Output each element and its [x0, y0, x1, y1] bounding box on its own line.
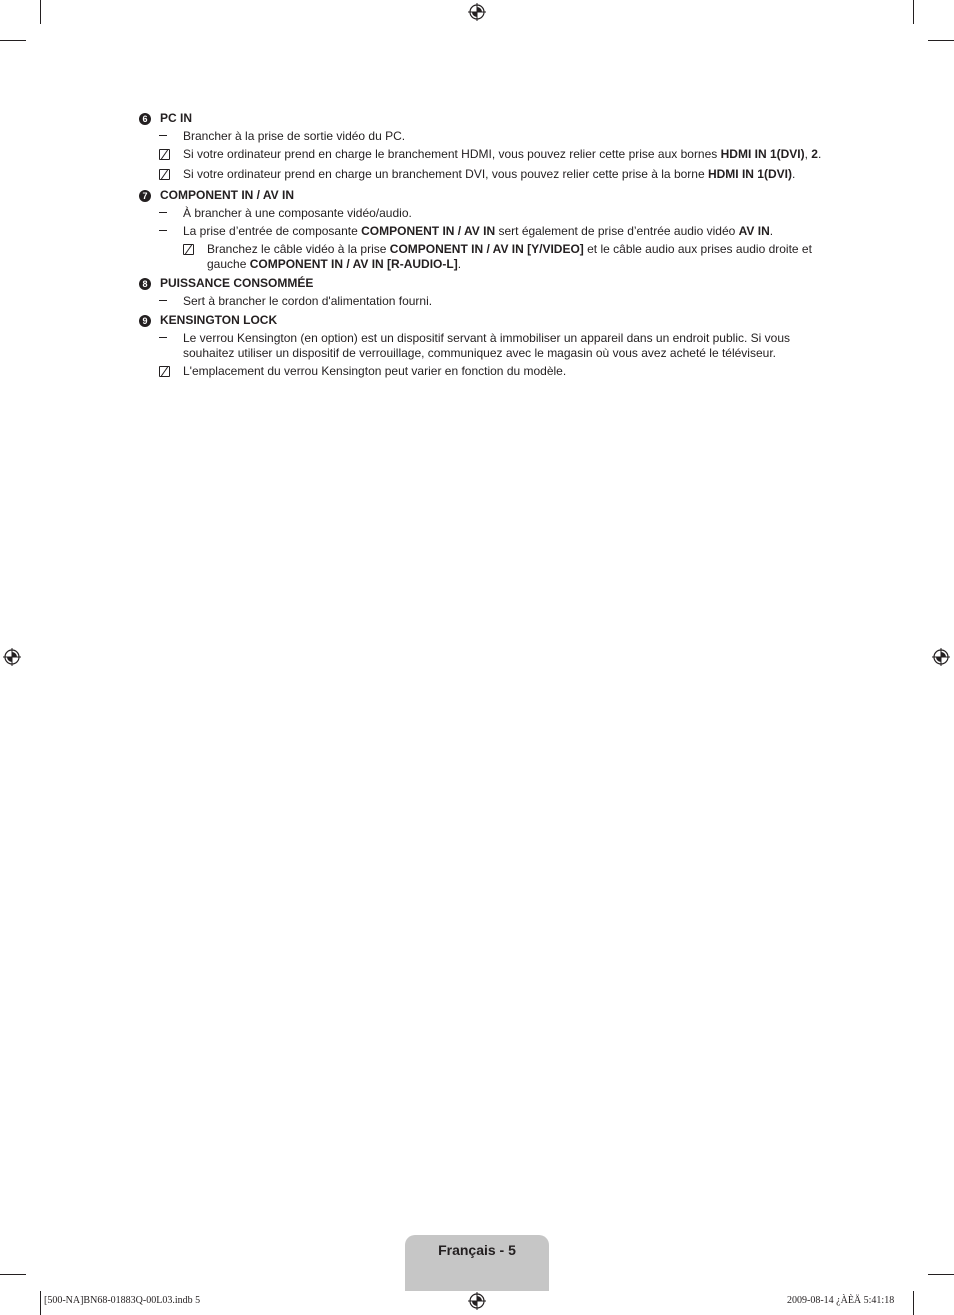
section-number-badge: 8: [139, 278, 151, 290]
note-item: [139, 167, 839, 184]
crop-mark: [913, 1291, 914, 1315]
section-heading: [139, 111, 839, 126]
item-marker: [139, 167, 183, 184]
note-item: [163, 242, 839, 272]
section-number-badge: 9: [139, 315, 151, 327]
page-label: Français - 5: [438, 1242, 516, 1258]
page-number-tab: [405, 1235, 549, 1291]
crop-mark: [40, 1291, 41, 1315]
bold-term: COMPONENT IN / AV IN [Y/VIDEO]: [389, 242, 584, 256]
manual-content: [139, 111, 839, 385]
dash-bullet-icon: [159, 300, 167, 301]
dash-bullet-icon: [159, 337, 167, 338]
bold-term: HDMI IN 1(DVI): [707, 167, 792, 181]
section-8: [139, 276, 839, 309]
item-text: [207, 242, 839, 272]
text-run: .: [817, 147, 822, 161]
item-text: [183, 224, 839, 239]
registration-target-icon: [932, 648, 950, 666]
item-text: [183, 167, 839, 184]
registration-target-icon: [3, 648, 21, 666]
note-icon: [159, 149, 170, 160]
text-run: Brancher à la prise de sortie vidéo du PC.: [183, 129, 406, 143]
bold-term: COMPONENT IN / AV IN: [361, 224, 496, 238]
crop-mark: [0, 1274, 26, 1275]
item-marker: [139, 294, 183, 309]
item-marker: [139, 224, 183, 239]
section-heading: [139, 276, 839, 291]
section-heading: [139, 313, 839, 328]
item-text: [183, 331, 839, 361]
list-item: [139, 206, 839, 221]
crop-mark: [913, 0, 914, 24]
section-heading: [139, 188, 839, 203]
item-marker: [139, 206, 183, 221]
section-title: COMPONENT IN / AV IN: [160, 188, 295, 202]
text-run: Branchez le câble vidéo à la prise: [207, 242, 390, 256]
text-run: Si votre ordinateur prend en charge un branchement DVI, vous pouvez relier cette prise à la borne: [183, 167, 708, 181]
item-marker: [139, 147, 183, 164]
text-run: La prise d’entrée de composante: [183, 224, 362, 238]
item-text: [183, 147, 839, 164]
bold-term: HDMI IN 1(DVI): [720, 147, 805, 161]
dash-bullet-icon: [159, 212, 167, 213]
crop-mark: [928, 1274, 954, 1275]
dash-bullet-icon: [159, 135, 167, 136]
text-run: Sert à brancher le cordon d'alimentation fourni.: [183, 294, 433, 308]
text-run: sert également de prise d’entrée audio vidéo: [495, 224, 739, 238]
registration-target-icon: [468, 1292, 486, 1310]
text-run: et le câble audio aux prises audio droite et gauche: [207, 242, 812, 271]
bold-term: AV IN: [738, 224, 770, 238]
section-number-badge: 7: [139, 190, 151, 202]
section-number-badge: 6: [139, 113, 151, 125]
item-text: [183, 206, 839, 221]
text-run: .: [769, 224, 774, 238]
list-item: [139, 224, 839, 239]
text-run: L'emplacement du verrou Kensington peut varier en fonction du modèle.: [183, 364, 567, 378]
crop-mark: [0, 40, 26, 41]
dash-bullet-icon: [159, 230, 167, 231]
list-item: [139, 129, 839, 144]
item-marker: [163, 242, 207, 272]
note-icon: [159, 169, 170, 180]
note-icon: [183, 244, 194, 255]
item-marker: [139, 364, 183, 381]
text-run: À brancher à une composante vidéo/audio.: [183, 206, 412, 220]
section-title: PUISSANCE CONSOMMÉE: [160, 276, 314, 290]
section-6: [139, 111, 839, 184]
bold-term: COMPONENT IN / AV IN [R-AUDIO-L]: [249, 257, 458, 271]
note-icon: [159, 366, 170, 377]
print-timestamp: 2009-08-14 ¿ÀÈÄ 5:41:18: [787, 1295, 895, 1306]
item-text: [183, 294, 839, 309]
note-item: [139, 147, 839, 164]
text-run: .: [791, 167, 796, 181]
section-title: PC IN: [160, 111, 193, 125]
bold-term: 2: [811, 147, 818, 161]
section-title: KENSINGTON LOCK: [160, 313, 278, 327]
text-run: Le verrou Kensington (en option) est un dispositif servant à immobiliser un appareil dans un endroit public. Si vous souhaitez utiliser un dispositif de verrouillage, communiquez avec le magasin où vous avez acheté le téléviseur.: [183, 331, 791, 360]
list-item: [139, 294, 839, 309]
registration-target-icon: [468, 3, 486, 21]
item-marker: [139, 129, 183, 144]
file-slug: [500-NA]BN68-01883Q-00L03.indb 5: [44, 1295, 201, 1306]
text-run: Si votre ordinateur prend en charge le branchement HDMI, vous pouvez relier cette prise aux bornes: [183, 147, 721, 161]
item-text: [183, 129, 839, 144]
note-item: [139, 364, 839, 381]
item-marker: [139, 331, 183, 361]
list-item: [139, 331, 839, 361]
text-run: ,: [804, 147, 812, 161]
crop-mark: [40, 0, 41, 24]
crop-mark: [928, 40, 954, 41]
item-text: [183, 364, 839, 381]
section-7: [139, 188, 839, 272]
text-run: .: [457, 257, 462, 271]
section-9: [139, 313, 839, 381]
